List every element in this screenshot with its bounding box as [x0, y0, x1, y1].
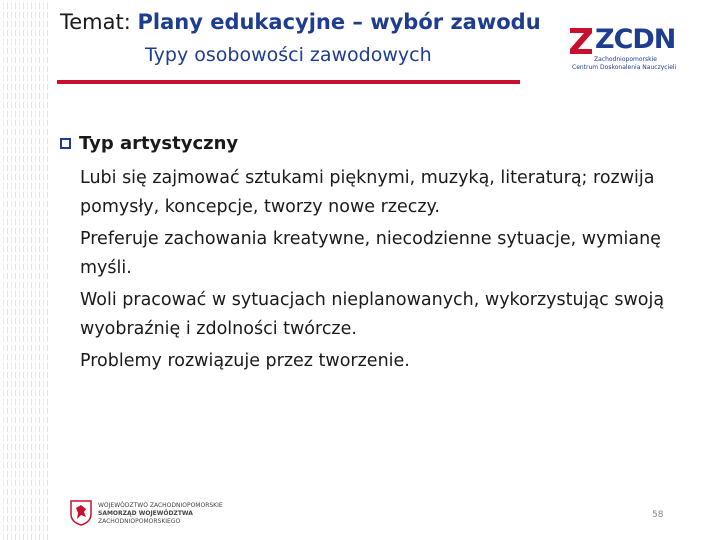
- checkbox-bullet-icon: [60, 138, 71, 149]
- footer-line-3: ZACHODNIOPOMORSKIEGO: [98, 518, 181, 525]
- logo-subtitle-2: Centrum Doskonalenia Nauczycieli: [572, 64, 677, 71]
- title-prefix: Temat:: [60, 10, 138, 34]
- section-title: Typ artystyczny: [79, 133, 239, 154]
- logo-subtitle-1: Zachodniopomorskie: [594, 56, 657, 63]
- zcdn-logo: [570, 24, 682, 74]
- paragraph: Woli pracować w sytuacjach nieplanowanych, wykorzystując swoją wyobraźnię i zdolności twórcze.: [80, 290, 665, 339]
- page-number: 58: [652, 510, 664, 520]
- title-divider: [57, 80, 520, 84]
- paragraph: Lubi się zajmować sztukami pięknymi, muzyką, literaturą; rozwija pomysły, koncepcje, tworzy nowe rzeczy.: [80, 168, 655, 217]
- paragraph: Preferuje zachowania kreatywne, niecodzienne sytuacje, wymianę myśli.: [80, 229, 661, 278]
- decorative-handwriting-strip: [0, 0, 50, 540]
- page-title: [60, 10, 541, 34]
- content-paragraphs: [80, 164, 680, 379]
- page-subtitle: Typy osobowości zawodowych: [145, 44, 432, 66]
- paragraph: Problemy rozwiązuje przez tworzenie.: [80, 351, 410, 371]
- section-heading: [60, 133, 238, 154]
- logo-name: ZCDN: [595, 24, 676, 55]
- zcdn-logo-mark-icon: [570, 28, 592, 54]
- title-main: Plany edukacyjne – wybór zawodu: [137, 10, 541, 34]
- voivodeship-crest-icon: [70, 500, 92, 526]
- footer-line-2: SAMORZĄD WOJEWÓDZTWA: [98, 510, 193, 517]
- footer-line-1: WOJEWÓDZTWO ZACHODNIOPOMORSKIE: [98, 502, 223, 509]
- footer-logo: [70, 500, 223, 530]
